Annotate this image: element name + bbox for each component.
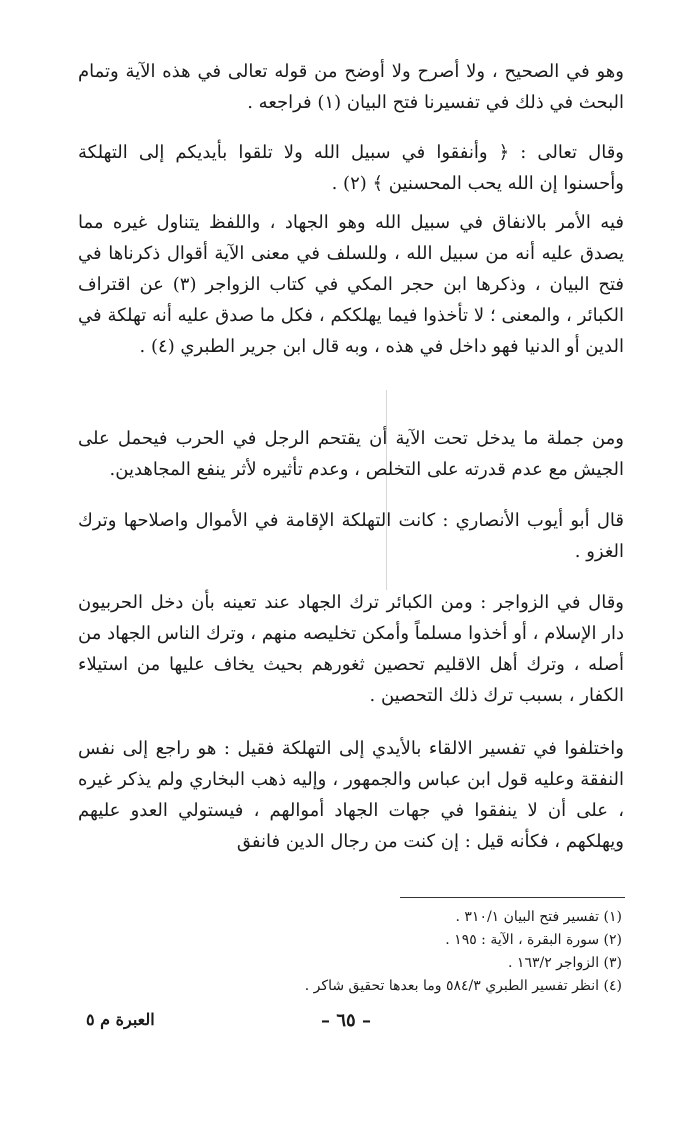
footnote-separator [400,897,625,898]
paragraph-continuation [78,56,624,118]
paragraph: واختلفوا في تفسير الالقاء بالأيدي إلى التهلكة فقيل : هو راجع إلى نفس النفقة وعليه قول ابن عباس والجمهور ، وإليه ذهب البخاري ولم يذكر غيره ، على أن لا ينفقوا في جهات الجهاد أموالهم ، فيستولي العدو عليهم ويهلكهم ، فكأنه قيل : إن كنت من رجال الدين فانفق [78,738,624,852]
paragraph: وهو في الصحيح ، ولا أصرح ولا أوضح من قوله تعالى في هذه الآية وتمام البحث في ذلك في تفسيرنا فتح البيان (١) فراجعه . [78,61,624,113]
paragraph: وقال تعالى : ﴿ وأنفقوا في سبيل الله ولا تلقوا بأيديكم إلى التهلكة وأحسنوا إن الله يحب المحسنين ﴾ (٢) . [78,142,624,194]
printer-signature-mark: العبرة م ٥ [86,1010,155,1029]
footnote: (٢) سورة البقرة ، الآية : ١٩٥ . [445,932,622,948]
paragraph: قال أبو أيوب الأنصاري : كانت التهلكة الإقامة في الأموال واصلاحها وترك الغزو . [78,510,624,562]
paragraph-commentary [78,207,624,362]
footnotes [200,906,622,998]
paragraph-zawajir [78,587,624,711]
paragraph-abu-ayyub [78,505,624,567]
page-number: – ٦٥ – [321,1010,371,1031]
footnote: (٣) الزواجر ١٦٣/٢ . [508,955,622,971]
footnote: (٤) انظر تفسير الطبري ٥٨٤/٣ وما بعدها تحقيق شاكر . [304,978,622,994]
paragraph-verse [78,137,624,199]
paragraph: ومن جملة ما يدخل تحت الآية أن يقتحم الرجل في الحرب فيحمل على الجيش مع عدم قدرته على التخلص ، وعدم تأثيره لأثر ينفع المجاهدين. [78,428,624,480]
paragraph: فيه الأمر بالانفاق في سبيل الله وهو الجهاد ، واللفظ يتناول غيره مما يصدق عليه أنه من سبيل الله ، وللسلف في معنى الآية أقوال ذكرناها في فتح البيان ، وذكرها ابن حجر المكي في كتاب الزواجر (٣) عن اقتراف الكبائر ، والمعنى ؛ لا تأخذوا فيما يهلككم ، فكل ما صدق عليه أنه تهلكة في الدين أو الدنيا فهو داخل في هذه ، وبه قال ابن جرير الطبري (٤) . [78,212,624,357]
footnote: (١) تفسير فتح البيان ٣١٠/١ . [455,909,622,925]
paragraph-battle [78,423,624,485]
paragraph-disagreement [78,733,624,857]
paragraph: وقال في الزواجر : ومن الكبائر ترك الجهاد عند تعينه بأن دخل الحربيون دار الإسلام ، أو أخذوا مسلماً وأمكن تخليصه منهم ، وترك الناس الجهاد من أصله ، وترك أهل الاقليم تحصين ثغورهم بحيث يخاف عليها من استيلاء الكفار ، بسبب ترك ذلك التحصين . [78,592,624,706]
